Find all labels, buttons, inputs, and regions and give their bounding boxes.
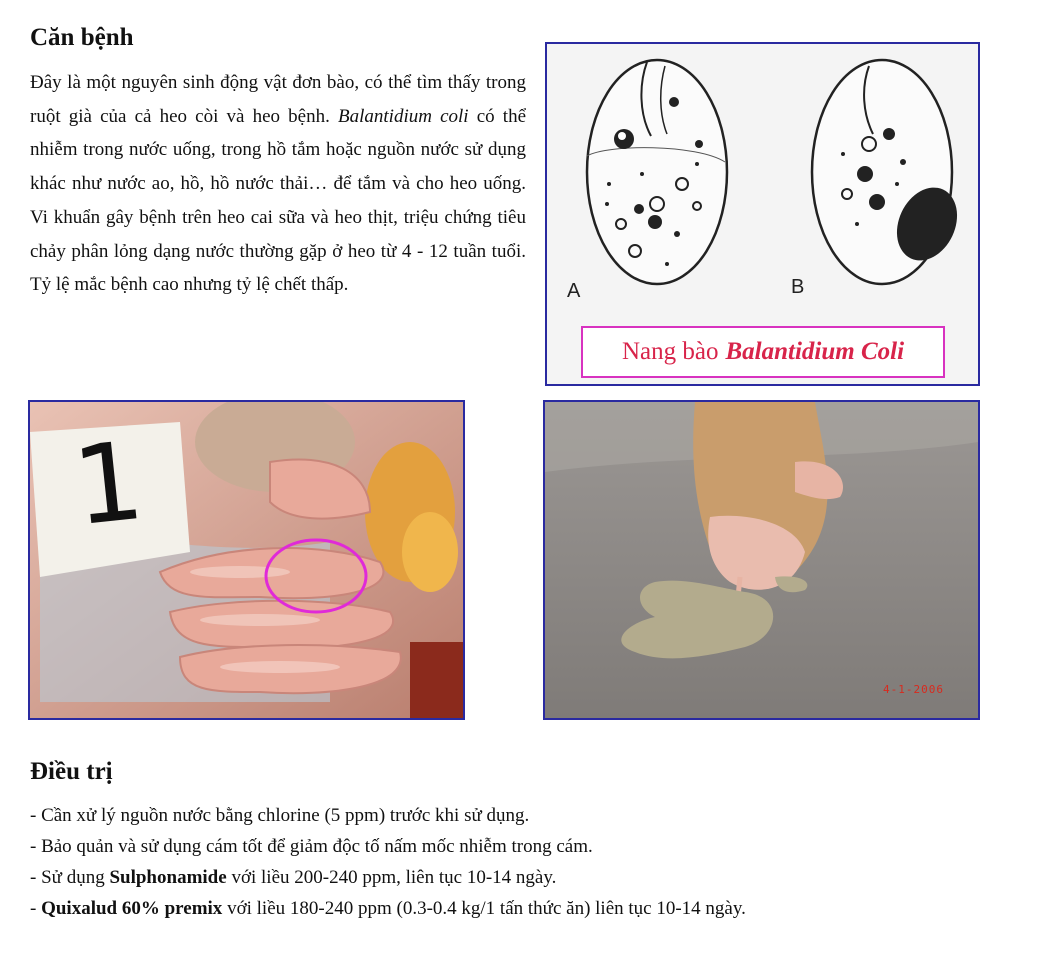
tag-number: 1 [67,418,150,551]
item-text: Cần xử lý nguồn nước bằng chlorine (5 ppm) trước khi sử dụng. [41,805,530,826]
item-prefix: - [30,836,42,857]
item-text: Bảo quản và sử dụng cám tốt để giảm độc tố nấm mốc nhiễm trong cám. [41,836,593,857]
treatment-item [30,800,746,831]
pig-floor-illustration [545,402,978,718]
micrograph-figure [545,42,980,386]
item-bold: Sulphonamide [109,867,227,888]
caption-organism: Balantidium Coli [725,338,905,365]
item-bold: Quixalud 60% premix [41,898,223,919]
cause-heading: Căn bệnh [30,24,134,51]
micrograph-caption [581,326,945,378]
diarrhea-photo [543,400,980,720]
item-text: với liều 180-240 ppm (0.3-0.4 kg/1 tấn thức ăn) liên tục 10-14 ngày. [222,898,746,919]
item-prefix: - [30,805,42,826]
treatment-item [30,831,746,862]
label-b: B [791,276,805,298]
treatment-heading: Điều trị [30,758,113,785]
cause-text-1: Đây là một nguyên sinh động vật đơn bào, có thể tìm thấy trong ruột già của cả heo còi và heo bệnh. [30,72,526,127]
organism-name: Balantidium coli [338,105,469,127]
cause-paragraph [30,66,526,302]
cause-text-2: có thể nhiễm trong nước uống, trong hồ tắm hoặc nguồn nước sử dụng khác như nước ao, hồ, hồ nước thải… để tắm và cho heo uống. Vi khuẩn gây bệnh trên heo cai sữa và heo thịt, triệu chứng tiêu chảy phân lỏng dạng nước thường gặp ở heo từ 4 - 12 tuần tuổi. Tỷ lệ mắc bệnh cao nhưng tỷ lệ chết thấp. [30,105,526,296]
intestine-photo [28,400,465,720]
item-text: với liều 200-240 ppm, liên tục 10-14 ngày. [226,867,557,888]
caption-plain: Nang bào [621,338,719,365]
item-prefix: - Sử dụng [30,867,110,888]
treatment-list [30,800,746,924]
item-prefix: - [30,898,42,919]
label-a: A [567,280,581,302]
treatment-item [30,893,746,924]
date-stamp: 4-1-2006 [883,683,944,696]
cell-b-drawing [812,60,968,284]
treatment-item [30,862,746,893]
cell-a-drawing [587,60,727,284]
